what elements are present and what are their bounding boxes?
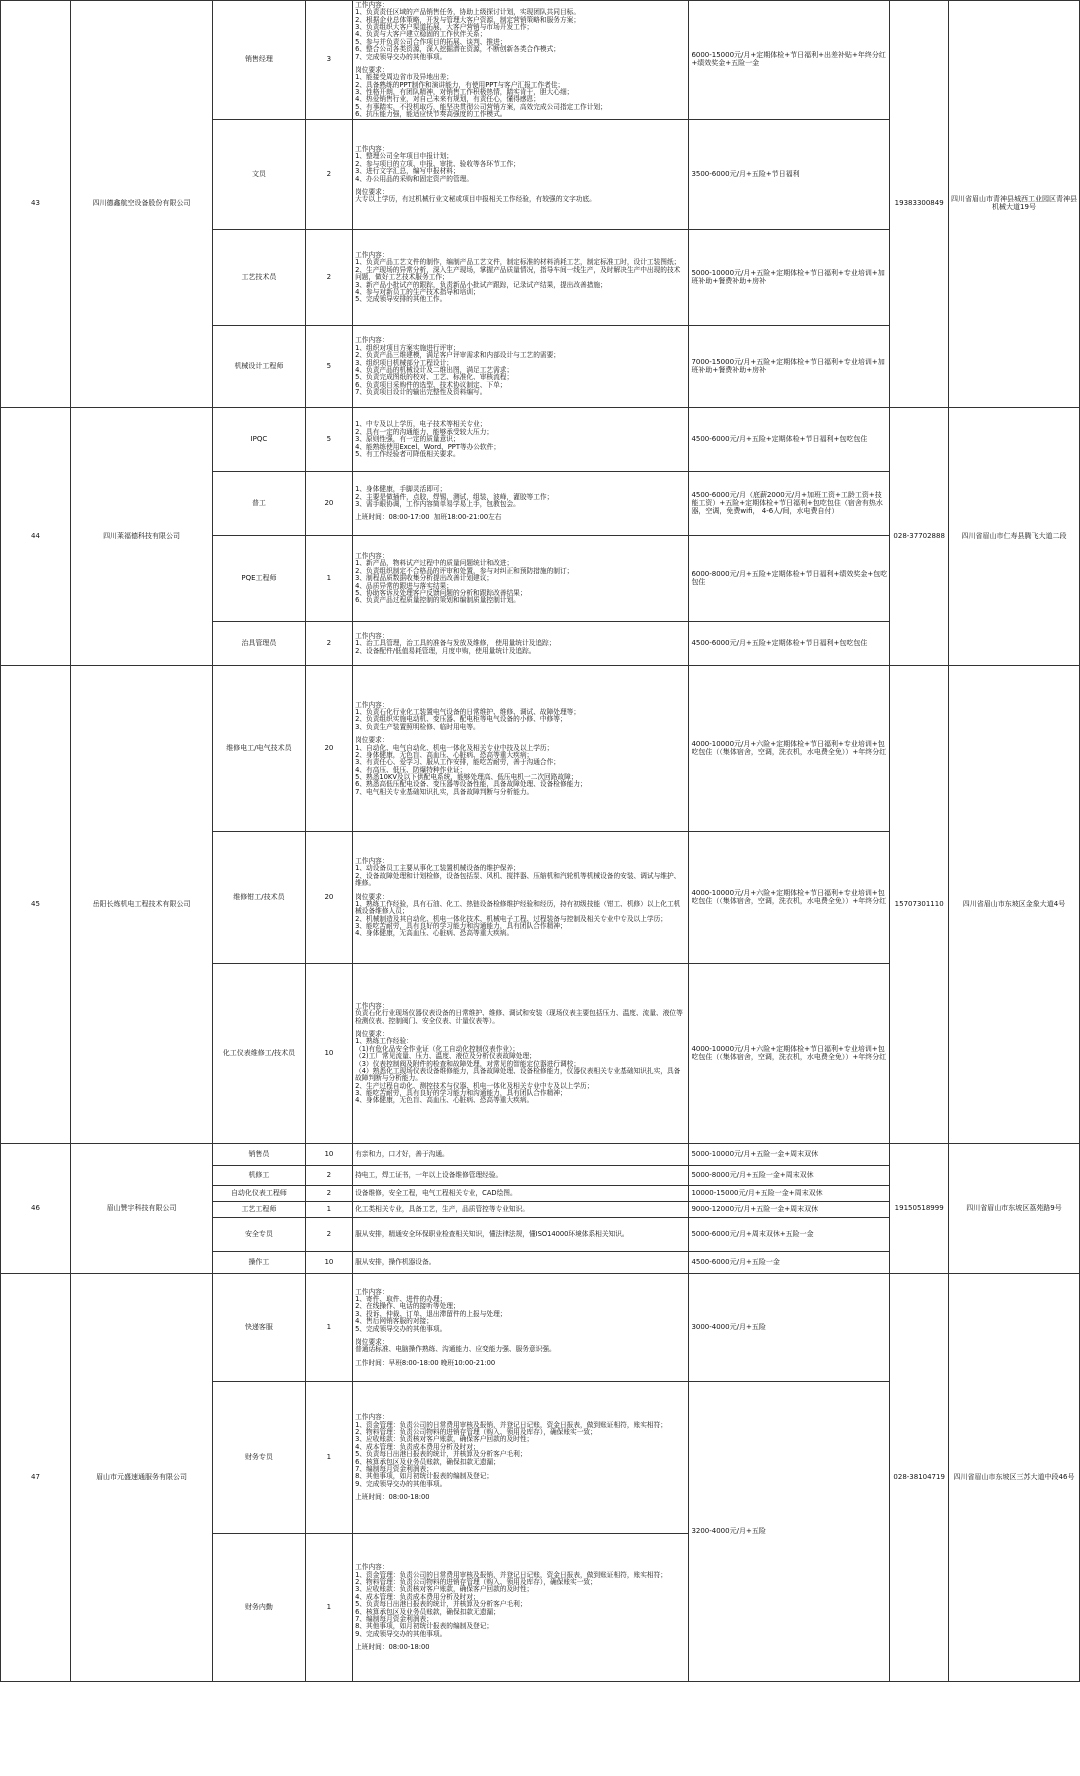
description-line: 2、设备故障处理和计划检修，设备包括泵、风机、搅拌器、压缩机和汽轮机等机械设备的安装、调试与维护、维修。: [355, 871, 681, 888]
job-title: 普工: [213, 472, 306, 536]
company-name: 眉山市元盛速通服务有限公司: [70, 1274, 212, 1682]
description-line: 工作内容：: [355, 145, 389, 154]
description-line: 3、应收账款：负责核对客户账款，确保客户回款的及时性；: [355, 1585, 534, 1594]
job-description: [353, 120, 689, 230]
company-name: 四川德鑫航空设备股份有限公司: [70, 1, 212, 408]
description-line: （1)有危化品安全作业证（化工自动化控制仪表作业）；: [355, 1044, 520, 1053]
job-count: 1: [305, 1534, 352, 1682]
description-line: 工作内容：: [355, 251, 389, 260]
description-line: 4、身体健康，无高血压、心脏病、恐高等重大疾病。: [355, 929, 514, 938]
description-line: 设备维修，安全工程，电气工程相关专业，CAD绘图。: [355, 1189, 517, 1198]
company-address: 四川省眉山市东坡区金象大道4号: [949, 666, 1080, 1144]
company-number: 46: [1, 1144, 71, 1274]
description-line: 5、负责每日出港日报表的统计，并核算及分析客户毛利；: [355, 1600, 527, 1609]
description-line: （2)工厂常见流量、压力、温度、液位及分析仪表故障处理；: [355, 1052, 536, 1061]
description-line: 有亲和力，口才好，善于沟通。: [355, 1150, 449, 1159]
contact-phone: 19383300849: [890, 1, 949, 408]
job-description: [353, 1, 689, 120]
job-count: 1: [305, 1382, 352, 1534]
description-line: 3、能吃苦耐劳，具有良好的学习能力和沟通能力，具有团队合作精神；: [355, 921, 567, 930]
salary-benefits: 3000-4000元/月+五险: [689, 1274, 890, 1382]
company-name: 眉山赞宇科技有限公司: [70, 1144, 212, 1274]
job-description: [353, 536, 689, 622]
job-count: 10: [305, 964, 352, 1144]
salary-benefits: 5000-6000元/月+周末双休+五险一金: [689, 1218, 890, 1252]
description-line: （3）仪表控制阀及附件的检查和故障处理，对常见的智能定位器进行调校；: [355, 1059, 581, 1068]
salary-benefits: 3200-4000元/月+五险: [689, 1382, 890, 1682]
job-description: [353, 1144, 689, 1166]
description-line: 持电工，焊工证书，一年以上设备维修管理经验。: [355, 1171, 503, 1180]
job-title: 维修钳工/技术员: [213, 832, 306, 964]
job-count: 3: [305, 1, 352, 120]
job-title: 操作工: [213, 1252, 306, 1274]
job-count: 1: [305, 536, 352, 622]
description-line: 2、物料管理：负责公司物料的进销存管理（购入、领用及库存），确保账实一致；: [355, 1578, 597, 1587]
description-line: 普通话标准、电脑操作熟练、沟通能力、应变能力强、服务意识强。: [355, 1345, 556, 1354]
description-line: 5、负责每日出港日报表的统计，并核算及分析客户毛利；: [355, 1450, 527, 1459]
description-line: 4、成本管理：负责成本费用分析及时对；: [355, 1442, 480, 1451]
job-count: 2: [305, 230, 352, 326]
job-description: [353, 1534, 689, 1682]
job-title: 销售经理: [213, 1, 306, 120]
job-title: 安全专员: [213, 1218, 306, 1252]
description-line: 2、负责组织制定不合格品的评审和处置，参与对纠正和预防措施的制订；: [355, 566, 574, 575]
company-number: 44: [1, 408, 71, 666]
job-description: [353, 1382, 689, 1534]
job-description: [353, 472, 689, 536]
description-line: 9、完成领导交办的其他事项。: [355, 1629, 447, 1638]
job-title: 维修电工/电气技术员: [213, 666, 306, 832]
job-count: 2: [305, 622, 352, 666]
job-description: [353, 1274, 689, 1382]
description-line: 工作内容：: [355, 1, 389, 9]
description-line: 2、身体健康，无色盲、高血压、心脏病、恐高等重大疾病；: [355, 750, 534, 759]
description-line: 7、负责项目设计的输出完整性及资料编写。: [355, 387, 487, 396]
description-line: 5、完成领导安排的其他工作。: [355, 295, 447, 304]
description-line: 6、核算承包区及业务员账款，确保扣款无遗漏；: [355, 1457, 500, 1466]
description-line: 3、需手眼协调，工作内容简单易学易上手，包教包会。: [355, 499, 520, 508]
description-line: 4、能熟练使用Excel、Word、PPT等办公软件；: [355, 442, 501, 451]
description-line: 2、具有一定的沟通能力，能够承受较大压力；: [355, 427, 494, 436]
description-line: 4、售后网销客服的对接；: [355, 1317, 433, 1326]
description-line: （4）熟悉化工现场仪表设备维修能力，具备故障处理、设备检修能力，仪器仪表相关专业基础知识扎实，具备故障判断与分析能力。: [355, 1066, 681, 1083]
job-count: 2: [305, 1166, 352, 1186]
job-title: 工艺工程师: [213, 1202, 306, 1218]
job-count: 20: [305, 666, 352, 832]
company-name: 岳阳长炼机电工程技术有限公司: [70, 666, 212, 1144]
description-line: 1、动设备员工主要从事化工装置机械设备的维护保养；: [355, 864, 520, 873]
job-count: 10: [305, 1252, 352, 1274]
salary-benefits: 5000-8000元/月+五险一金+周末双休: [689, 1166, 890, 1186]
description-line: 1、新产品，物料试产过程中的质量问题统计和改进；: [355, 559, 514, 568]
description-line: 1、资金管理：负责公司的日常费用审核及报销，并登记日记账，资金日报表，做到账证相符，账实相符；: [355, 1570, 667, 1579]
description-line: 2、根据企业总体策略，开发与管理大客户资源，制定营销策略和服务方案；: [355, 15, 581, 24]
job-title: 治具管理员: [213, 622, 306, 666]
job-title: 财务内勤: [213, 1534, 306, 1682]
description-line: 负责石化行业现场仪器仪表设备的日常维护、维修、调试和安装（现场仪表主要包括压力、温度、流量、液位等检测仪表、控制阀门、安全仪表、计量仪表等）。: [355, 1009, 683, 1025]
description-line: 3、有责任心、爱学习、服从工作安排，能吃苦耐劳，善于沟通合作；: [355, 758, 560, 767]
job-count: 5: [305, 326, 352, 408]
job-count: 1: [305, 1274, 352, 1382]
description-line: 服从安排，精通安全环保职业检查相关知识，懂法律法规，懂ISO14000环境体系相关知识。: [355, 1230, 629, 1239]
description-line: 5、有事踏实，不投机取巧，能坚决贯彻公司营销方案，高效完成公司指定工作计划；: [355, 102, 607, 111]
description-line: 8、其他事项，如月初统计报表的编制及登记；: [355, 1472, 494, 1481]
description-line: 5、熟悉10KV及以下供配电系统，能够处理高、低压电机一二次回路故障；: [355, 772, 578, 781]
contact-phone: 028-37702888: [890, 408, 949, 666]
job-title: 快递客服: [213, 1274, 306, 1382]
description-line: 2、参与项目的立项、申报、审批、验收等各环节工作；: [355, 159, 520, 168]
description-line: 3、组织项目机械部分工程设计；: [355, 358, 453, 367]
description-line: 6、核算承包区及业务员账款，确保扣款无遗漏；: [355, 1607, 500, 1616]
description-line: 7、电气相关专业基础知识扎实，具备故障判断与分析能力。: [355, 787, 534, 796]
description-line: 3、新产品小批试产的跟踪，负责新品小批试产跟踪，记录试产结果，提出改善措施；: [355, 280, 607, 289]
job-title: 机械设计工程师: [213, 326, 306, 408]
description-line: 1、负责责任区域的产品销售任务，协助上级探讨计划，实现团队共同目标。: [355, 8, 581, 17]
description-line: 3、性格开朗，有团队精神，对销售工作积极热情，踏实肯干，胆大心细；: [355, 87, 574, 96]
description-line: 4、品质异常的跟进与落实结果；: [355, 581, 453, 590]
salary-benefits: 4500-6000元/月+五险一金: [689, 1252, 890, 1274]
job-description: [353, 666, 689, 832]
job-title: PQE工程师: [213, 536, 306, 622]
description-line: 2、主要是做插件，点胶，焊锡，测试，组装，波峰，灌胶等工作；: [355, 492, 554, 501]
job-description: [353, 832, 689, 964]
description-line: 上班时间：08:00-18:00: [355, 1643, 430, 1651]
description-line: 工作内容：: [355, 857, 389, 866]
description-line: 工作内容：: [355, 631, 389, 640]
description-line: 化工类相关专业，具备工艺，生产，品质管控等专业知识。: [355, 1205, 529, 1214]
description-line: 岗位要求：: [355, 1030, 389, 1039]
company-address: 四川省眉山市东坡区荔苑路9号: [949, 1144, 1080, 1274]
contact-phone: 15707301110: [890, 666, 949, 1144]
description-line: 1、资金管理：负责公司的日常费用审核及报销，并登记日记账，资金日报表，做到账证相符，账实相符；: [355, 1420, 667, 1429]
description-line: 4、有高压、低压、防爆特种作业证；: [355, 765, 467, 774]
description-line: 8、其他事项，如月初统计报表的编制及登记；: [355, 1622, 494, 1631]
description-line: 1、组织对项目方案实施进行评审；: [355, 343, 460, 352]
description-line: 9、完成领导交办的其他事项。: [355, 1479, 447, 1488]
description-line: 7、完成领导交办的其他事项。: [355, 52, 447, 61]
description-line: 大专以上学历，有过机械行业文秘或项目申报相关工作经验，有较强的文字功底。: [355, 195, 596, 204]
salary-benefits: 7000-15000元/月+五险+定期体检+节日福利+专业培训+加班补助+餐费补助+房补: [689, 326, 890, 408]
description-line: 3、制程品质数据收集分析提出改善计划建议；: [355, 574, 494, 583]
salary-benefits: 3500-6000元/月+五险+节日福利: [689, 120, 890, 230]
company-address: 四川省眉山市东坡区三苏大道中段46号: [949, 1274, 1080, 1682]
description-line: 5、完成领导交办的其他事项。: [355, 1324, 447, 1333]
description-line: 1、熟练工作经验，具有石油、化工、热链设备检修维护经验和经历，持有初级技能（钳工、机修）以上化工机械设备维修人员；: [355, 899, 681, 916]
description-line: 4、参与对新员工的生产技术指导和培训；: [355, 287, 480, 296]
job-count: 20: [305, 832, 352, 964]
description-line: 1、能接受周边省市及异地出差；: [355, 73, 453, 82]
job-row: [1, 666, 1080, 832]
description-line: 1、中专及以上学历，电子技术等相关专业；: [355, 420, 487, 429]
contact-phone: 19150518999: [890, 1144, 949, 1274]
description-line: 5、有工作经验者可降低相关要求。: [355, 449, 460, 458]
description-line: 5、协助客诉及处理客户反馈问题的分析和跟踪改善结果；: [355, 588, 527, 597]
company-number: 45: [1, 666, 71, 1144]
company-address: 四川省眉山市仁寿县腾飞大道二段: [949, 408, 1080, 666]
description-line: 上班时间：08:00-17:00 加班18:00-21:00左右: [355, 513, 502, 522]
description-line: 服从安排，操作机器设备。: [355, 1258, 436, 1267]
job-row: [1, 1144, 1080, 1166]
description-line: 工作内容：: [355, 1563, 389, 1572]
job-description: [353, 1186, 689, 1202]
description-line: 1、自动化、电气自动化、机电一体化及相关专业中技及以上学历；: [355, 743, 554, 752]
job-title: 自动化仪表工程师: [213, 1186, 306, 1202]
description-line: 7、编制每月资金利润表；: [355, 1464, 433, 1473]
job-row: [1, 408, 1080, 472]
job-description: [353, 408, 689, 472]
salary-benefits: 4000-10000元/月+六险+定期体检+节日福利+专业培训+包吃包住（（集体宿舍，空调，洗衣机，水电费全免））+年终分红: [689, 964, 890, 1144]
salary-benefits: 4000-10000元/月+六险+定期体检+节日福利+专业培训+包吃包住（（集体宿舍，空调，洗衣机，水电费全免））+年终分红: [689, 666, 890, 832]
description-line: 5、负责完成图纸的校对、工艺、标准化、审核流程；: [355, 373, 514, 382]
description-line: 岗位要求：: [355, 1337, 389, 1346]
description-line: 1、寄件、取件、进件的办理；: [355, 1295, 447, 1304]
description-line: 3、应收账款：负责核对客户账款，确保客户回款的及时性；: [355, 1435, 534, 1444]
salary-benefits: 5000-10000元/月+五险一金+周末双休: [689, 1144, 890, 1166]
salary-benefits: 4500-6000元/月+五险+定期体检+节日福利+包吃包住: [689, 408, 890, 472]
description-line: 1、负责产品工艺文件的制作，编制产品工艺文件，制定标准的材料消耗工艺，制定标准工时，设计工装图纸；: [355, 258, 681, 267]
description-line: 工作内容：: [355, 700, 389, 709]
description-line: 6、负责产品过程质量控制的策划和编制质量控制计划。: [355, 596, 520, 605]
job-count: 2: [305, 1218, 352, 1252]
job-description: [353, 1166, 689, 1186]
description-line: 2、负责组织实施电动机、变压器、配电柜等电气设备的小修、中修等；: [355, 715, 567, 724]
description-line: 2、物料管理：负责公司物料的进销存管理（购入、领用及库存），确保账实一致；: [355, 1428, 597, 1437]
description-line: 3、负责生产装置照明检修、临时用电等。: [355, 722, 480, 731]
description-line: 4、负责与大客户建立稳固的工作伙伴关系；: [355, 30, 487, 39]
job-description: [353, 1202, 689, 1218]
contact-phone: 028-38104719: [890, 1274, 949, 1682]
description-line: 2、负责产品三维建模，满足客户评审需求和内部设计与工艺的需要；: [355, 351, 560, 360]
description-line: 6、抗压能力强，能适应快节奏高强度的工作模式。: [355, 110, 507, 119]
job-description: [353, 326, 689, 408]
description-line: 4、成本管理：负责成本费用分析及时对；: [355, 1592, 480, 1601]
company-address: 四川省眉山市青神县城西工业园区青神县机械大道19号: [949, 1, 1080, 408]
job-description: [353, 622, 689, 666]
description-line: 3、负责组织大客户渠道拓展，大客户营销与市场开发工作；: [355, 23, 534, 32]
job-title: 文员: [213, 120, 306, 230]
description-line: 2、设备配件/低值易耗管理，月度申购，使用量统计及追踪。: [355, 646, 536, 655]
job-title: IPQC: [213, 408, 306, 472]
description-line: 3、原则性强，有一定的质量意识；: [355, 435, 460, 444]
job-count: 10: [305, 1144, 352, 1166]
description-line: 岗位要求：: [355, 892, 389, 901]
description-line: 1、整理公司全年项目申报计划；: [355, 152, 453, 161]
job-count: 1: [305, 1202, 352, 1218]
job-count: 20: [305, 472, 352, 536]
description-line: 工作内容：: [355, 1002, 389, 1011]
description-line: 2、具备熟练的PPT制作和演讲能力，有使用PPT与客户汇报工作者佳；: [355, 80, 565, 89]
description-line: 3、能吃苦耐劳，具有良好的学习能力和沟通能力，具有团队合作精神；: [355, 1089, 567, 1097]
salary-benefits: 6000-15000元/月+定期体检+节日福利+出差补贴+年终分红+绩效奖金+五险一金: [689, 1, 890, 120]
salary-benefits: 6000-8000元/月+五险+定期体检+节日福利+绩效奖金+包吃包住: [689, 536, 890, 622]
description-line: 工作内容：: [355, 552, 389, 561]
salary-benefits: 4500-6000元/月（底薪2000元/月+加班工资+工龄工资+技能工资）+五险+定期体检+节日福利+包吃包住（宿舍有热水器，空调，免费wifi， 4-6人/间，水电费自付）: [689, 472, 890, 536]
description-line: 2、机械制造及其自动化、机电一体化技术、机械电子工程、过程装备与控制及相关专业中专及以上学历；: [355, 914, 667, 923]
salary-benefits: 4500-6000元/月+五险+定期体检+节日福利+包吃包住: [689, 622, 890, 666]
description-line: 6、负责项目采购件的选型、技术协议制定、下单；: [355, 380, 507, 389]
job-row: [1, 1, 1080, 120]
job-title: 财务专员: [213, 1382, 306, 1534]
description-line: 4、身体健康，无色盲、高血压、心脏病、恐高等重大疾病。: [355, 1096, 534, 1105]
description-line: 1、熟练工作经验：: [355, 1037, 413, 1046]
job-row: [1, 1274, 1080, 1382]
description-line: 4、负责产品的机械设计及二维出图，满足工艺需求；: [355, 365, 514, 374]
salary-benefits: 10000-15000元/月+五险一金+周末双休: [689, 1186, 890, 1202]
description-line: 岗位要求：: [355, 736, 389, 745]
job-description: [353, 230, 689, 326]
description-line: 工作时间：早班8:00-18:00 晚班10:00-21:00: [355, 1358, 496, 1367]
job-count: 2: [305, 120, 352, 230]
job-title: 机修工: [213, 1166, 306, 1186]
description-line: 岗位要求：: [355, 65, 389, 74]
description-line: 4、办公用品的采购和固定资产的管理。: [355, 174, 474, 183]
job-title: 销售员: [213, 1144, 306, 1166]
description-line: 上班时间：08:00-18:00: [355, 1493, 430, 1501]
salary-benefits: 9000-12000元/月+五险一金+周末双休: [689, 1202, 890, 1218]
description-line: 1、治工具管理，治工具的准备与发放及维修， 使用量统计及追踪；: [355, 639, 556, 648]
job-title: 化工仪表维修工/技术员: [213, 964, 306, 1144]
job-title: 工艺技术员: [213, 230, 306, 326]
description-line: 工作内容：: [355, 1413, 389, 1422]
company-number: 43: [1, 1, 71, 408]
job-description: [353, 1218, 689, 1252]
job-description: [353, 1252, 689, 1274]
description-line: 2、在线操作、电话的接听等处理；: [355, 1302, 460, 1311]
job-count: 2: [305, 1186, 352, 1202]
salary-benefits: 4000-10000元/月+六险+定期体检+节日福利+专业培训+包吃包住（（集体宿舍，空调，洗衣机，水电费全免））+年终分红: [689, 832, 890, 964]
description-line: 岗位要求：: [355, 187, 389, 196]
description-line: 2、生产过程自动化、测控技术与仪器、机电一体化及相关专业中专及以上学历；: [355, 1081, 594, 1090]
job-count: 5: [305, 408, 352, 472]
description-line: 工作内容：: [355, 336, 389, 345]
description-line: 6、熟悉高低压配电设备、变压器等设备性能，具备故障处理、设备检修能力；: [355, 780, 587, 789]
description-line: 6、整合公司各类资源，深入挖掘潜在资源，不断创新各类合作模式；: [355, 45, 560, 54]
description-line: 4、热爱销售行业，对自己未来有规划，有责任心，懂得感恩；: [355, 95, 540, 104]
company-name: 四川莱福德科技有限公司: [70, 408, 212, 666]
description-line: 1、身体健康，手脚灵活即可；: [355, 485, 447, 494]
description-line: 2、生产现场的异常分析，深入生产现场，掌握产品质量情况，指导车间一线生产，及时解决生产中出现的技术问题，做好工艺技术服务工作；: [355, 265, 681, 282]
company-number: 47: [1, 1274, 71, 1682]
description-line: 3、进行文字汇总，编写申报材料；: [355, 167, 460, 176]
description-line: 工作内容：: [355, 1287, 389, 1296]
description-line: 7、编制每月资金利润表；: [355, 1614, 433, 1623]
description-line: 3、投诉、仲裁、订单、退出滞留件的上报与处理；: [355, 1309, 507, 1318]
description-line: 5、参与并负责公司合作项目的拓展、谈判、推进；: [355, 37, 507, 46]
salary-benefits: 5000-10000元/月+五险+定期体检+节日福利+专业培训+加班补助+餐费补助+房补: [689, 230, 890, 326]
description-line: 1、负责石化行业化工装置电气设备的日常维护、维修、调试、故障处理等；: [355, 708, 581, 717]
job-description: [353, 964, 689, 1144]
